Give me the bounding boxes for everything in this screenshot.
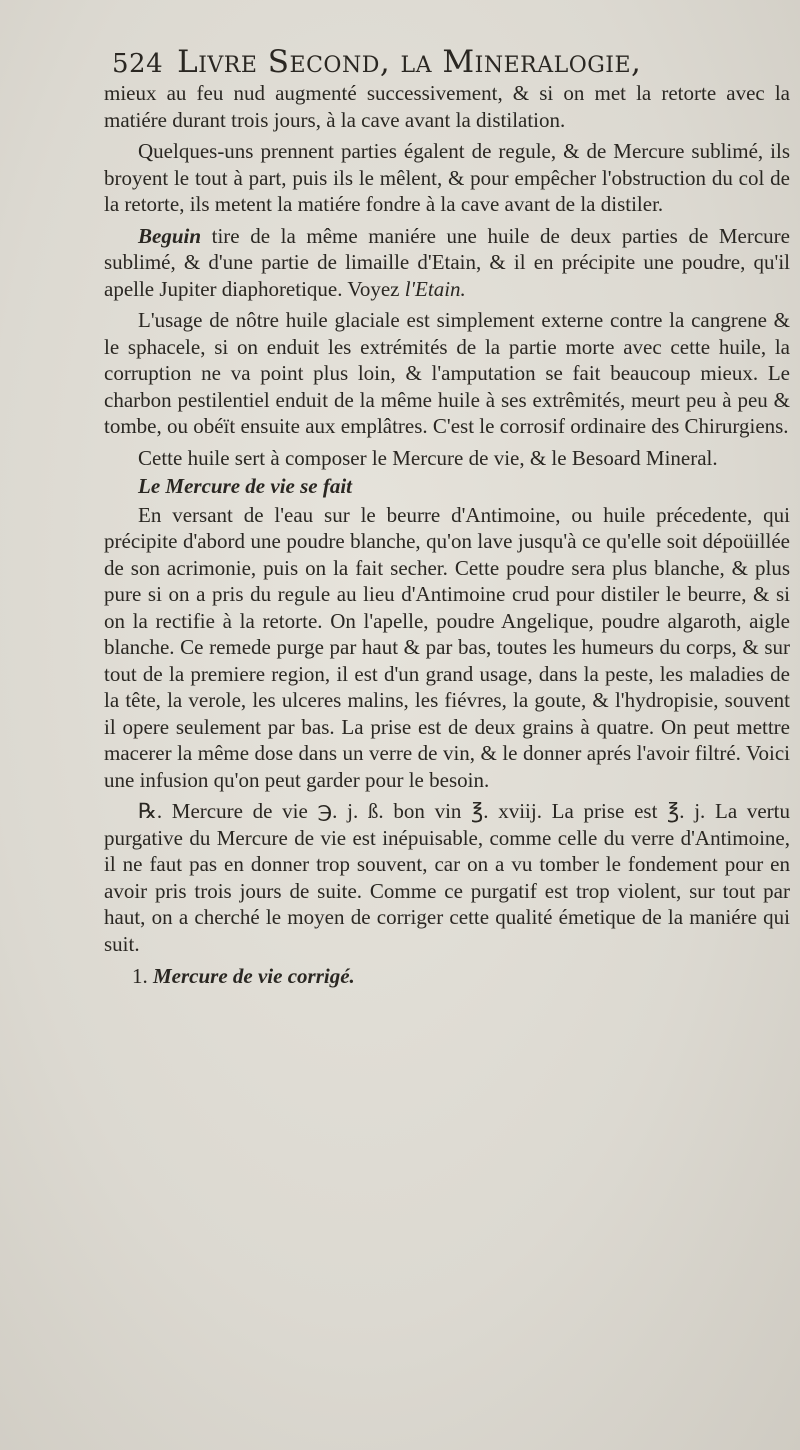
page-number: 524 (112, 49, 164, 79)
paragraph-7-recipe: ℞. Mercure de vie ℈. j. ß. bon vin ℥. xviij. La prise est ℥. j. La vertu purgative du Mercure de vie est inépuisable, comme celle du verre d'Antimoine, il ne faut pas en donner trop souvent, car on a vu tomber le fondement pour en avoir pris trois jours de suite. Comme ce purgatif est trop violent, sur tout par haut, on a cherché le moyen de corriger cette qualité émetique de la maniére qui suit. (104, 799, 790, 956)
paragraph-4: L'usage de nôtre huile glaciale est simplement externe contre la cangrene & le sphacele, si on enduit les extrémités de la partie morte avec cette huile, la corruption ne va point plus loin, & l'amputation se fait beaucoup mieux. Le charbon pestilentiel enduit de la même huile à ses extrêmités, meurt peu à peu & tombe, ou obéït ensuite aux emplâtres. C'est le corrosif ordinaire des Chirurgiens. (104, 308, 790, 438)
section-title: Mercure de vie corrigé. (153, 964, 355, 988)
subheading-mercure-de-vie: Le Mercure de vie se fait (138, 474, 353, 498)
body-text (104, 80, 790, 990)
author-name: Beguin (138, 223, 202, 248)
paragraph-6: En versant de l'eau sur le beurre d'Antimoine, ou huile précedente, qui précipite d'abord une poudre blanche, qu'on lave jusqu'à ce qu'elle soit dépoüillée de son acrimonie, puis on la fait secher. Cette poudre sera plus blanche, & plus pure si on a pris du regule au lieu d'Antimoine crud pour distiler le beurre, & si on la rectifie à la retorte. On l'apelle, poudre Angelique, poudre algaroth, aigle blanche. Ce remede purge par haut & par bas, toutes les humeurs du corps, & sur tout de la premiere region, il est d'un grand usage, dans la peste, les maladies de la tête, la verole, les ulceres malins, les fiévres, la goute, & l'hydropisie, souvent il opere seulement par bas. La prise est de deux grains à quatre. On peut mettre macerer la même dose dans un verre de vin, & le donner aprés l'avoir filtré. Voici une infusion qu'on peut garder pour le besoin. (104, 502, 790, 792)
running-title: Livre Second, la Mineralogie, (177, 44, 642, 80)
paragraph-5: Cette huile sert à composer le Mercure de vie, & le Besoard Mineral. (138, 445, 718, 470)
next-section-heading (104, 963, 790, 990)
paragraph-1: mieux au feu nud augmenté successivement, & si on met la retorte avec la matiére durant trois jours, à la cave avant la distilation. (104, 81, 790, 132)
paragraph-3 (104, 223, 790, 303)
paragraph-2: Quelques-uns prennent parties égalent de regule, & de Mercure sublimé, ils broyent le tout à part, puis ils le mêlent, & pour empêcher l'obstruction du col de la retorte, ils metent la matiére fondre à la cave avant de la distiler. (104, 139, 790, 216)
cross-reference: l'Etain. (404, 276, 466, 301)
paragraph-3-text: tire de la même maniére une huile de deux parties de Mercure sublimé, & d'une partie de limaille d'Etain, & il en précipite une poudre, qu'il apelle Jupiter diaphoretique. Voyez (104, 223, 790, 301)
running-head (112, 44, 778, 80)
section-number: 1. (132, 964, 148, 988)
